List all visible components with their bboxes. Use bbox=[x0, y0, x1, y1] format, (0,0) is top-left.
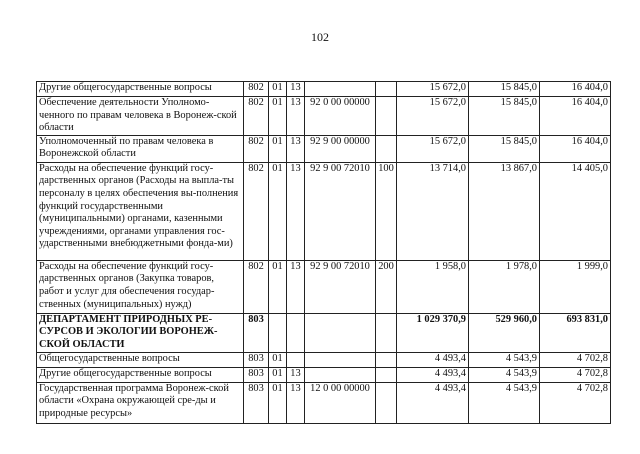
cell-vr bbox=[376, 97, 397, 136]
cell-csr: 92 0 00 00000 bbox=[305, 97, 376, 136]
table-row bbox=[37, 382, 611, 423]
row-name: ДЕПАРТАМЕНТ ПРИРОДНЫХ РЕ-СУРСОВ И ЭКОЛОГИИ ВОРОНЕЖ-СКОЙ ОБЛАСТИ bbox=[37, 313, 244, 352]
cell-pr: 13 bbox=[287, 82, 305, 97]
cell-vr bbox=[376, 135, 397, 162]
cell-rz: 01 bbox=[269, 162, 287, 260]
cell-amount-year2: 15 845,0 bbox=[469, 82, 540, 97]
cell-amount-year2: 13 867,0 bbox=[469, 162, 540, 260]
cell-ved: 803 bbox=[244, 313, 269, 352]
row-name: Уполномоченный по правам человека в Воронежской области bbox=[37, 135, 244, 162]
cell-amount-year3: 4 702,8 bbox=[540, 367, 611, 382]
cell-pr bbox=[287, 313, 305, 352]
cell-ved: 802 bbox=[244, 135, 269, 162]
cell-ved: 803 bbox=[244, 367, 269, 382]
cell-pr: 13 bbox=[287, 367, 305, 382]
cell-csr bbox=[305, 82, 376, 97]
cell-csr: 92 9 00 00000 bbox=[305, 135, 376, 162]
cell-amount-year1: 4 493,4 bbox=[397, 367, 469, 382]
table-row bbox=[37, 97, 611, 136]
cell-rz: 01 bbox=[269, 260, 287, 313]
cell-pr: 13 bbox=[287, 260, 305, 313]
cell-csr: 92 9 00 72010 bbox=[305, 162, 376, 260]
cell-amount-year1: 15 672,0 bbox=[397, 135, 469, 162]
cell-vr: 200 bbox=[376, 260, 397, 313]
table-row bbox=[37, 260, 611, 313]
row-name: Расходы на обеспечение функций госу-дарственных органов (Закупка товаров, работ и услуг для обеспечения государ-ственных (муниципальных) нужд) bbox=[37, 260, 244, 313]
cell-ved: 803 bbox=[244, 382, 269, 423]
cell-amount-year3: 4 702,8 bbox=[540, 382, 611, 423]
cell-ved: 802 bbox=[244, 260, 269, 313]
cell-pr: 13 bbox=[287, 97, 305, 136]
cell-ved: 802 bbox=[244, 82, 269, 97]
cell-amount-year3: 1 999,0 bbox=[540, 260, 611, 313]
cell-amount-year3: 16 404,0 bbox=[540, 135, 611, 162]
cell-csr bbox=[305, 313, 376, 352]
cell-pr: 13 bbox=[287, 162, 305, 260]
cell-vr bbox=[376, 382, 397, 423]
cell-amount-year1: 4 493,4 bbox=[397, 382, 469, 423]
cell-amount-year1: 15 672,0 bbox=[397, 97, 469, 136]
cell-rz: 01 bbox=[269, 135, 287, 162]
cell-amount-year2: 15 845,0 bbox=[469, 135, 540, 162]
cell-csr: 12 0 00 00000 bbox=[305, 382, 376, 423]
table-row bbox=[37, 162, 611, 260]
cell-amount-year3: 693 831,0 bbox=[540, 313, 611, 352]
cell-ved: 802 bbox=[244, 162, 269, 260]
cell-amount-year2: 529 960,0 bbox=[469, 313, 540, 352]
cell-rz: 01 bbox=[269, 367, 287, 382]
row-name: Обеспечение деятельности Уполномо-ченного по правам человека в Воронеж-ской области bbox=[37, 97, 244, 136]
cell-amount-year2: 4 543,9 bbox=[469, 382, 540, 423]
cell-amount-year3: 16 404,0 bbox=[540, 97, 611, 136]
table-row bbox=[37, 352, 611, 367]
cell-vr bbox=[376, 82, 397, 97]
table-row bbox=[37, 313, 611, 352]
cell-pr: 13 bbox=[287, 382, 305, 423]
cell-amount-year1: 1 029 370,9 bbox=[397, 313, 469, 352]
row-name: Общегосударственные вопросы bbox=[37, 352, 244, 367]
cell-rz: 01 bbox=[269, 352, 287, 367]
cell-rz: 01 bbox=[269, 97, 287, 136]
cell-rz bbox=[269, 313, 287, 352]
row-name: Другие общегосударственные вопросы bbox=[37, 367, 244, 382]
table-row bbox=[37, 135, 611, 162]
table-row bbox=[37, 82, 611, 97]
cell-vr bbox=[376, 367, 397, 382]
cell-amount-year1: 15 672,0 bbox=[397, 82, 469, 97]
cell-csr bbox=[305, 367, 376, 382]
cell-pr bbox=[287, 352, 305, 367]
cell-vr bbox=[376, 313, 397, 352]
cell-csr bbox=[305, 352, 376, 367]
row-name: Государственная программа Воронеж-ской области «Охрана окружающей сре-ды и природные ресурсы» bbox=[37, 382, 244, 423]
cell-csr: 92 9 00 72010 bbox=[305, 260, 376, 313]
cell-amount-year1: 13 714,0 bbox=[397, 162, 469, 260]
cell-amount-year2: 4 543,9 bbox=[469, 352, 540, 367]
cell-amount-year1: 1 958,0 bbox=[397, 260, 469, 313]
table-row bbox=[37, 367, 611, 382]
cell-amount-year3: 14 405,0 bbox=[540, 162, 611, 260]
cell-amount-year2: 4 543,9 bbox=[469, 367, 540, 382]
cell-ved: 802 bbox=[244, 97, 269, 136]
cell-amount-year1: 4 493,4 bbox=[397, 352, 469, 367]
cell-amount-year2: 15 845,0 bbox=[469, 97, 540, 136]
row-name: Другие общегосударственные вопросы bbox=[37, 82, 244, 97]
cell-pr: 13 bbox=[287, 135, 305, 162]
cell-vr: 100 bbox=[376, 162, 397, 260]
cell-rz: 01 bbox=[269, 82, 287, 97]
cell-amount-year2: 1 978,0 bbox=[469, 260, 540, 313]
row-name: Расходы на обеспечение функций госу-дарственных органов (Расходы на выпла-ты персоналу в целях обеспечения вы-полнения функций государственными (муниципальными) органами, казенными учреждениями, органами управления гос-ударственными внебюджетными фонда-ми) bbox=[37, 162, 244, 260]
cell-ved: 803 bbox=[244, 352, 269, 367]
page-number: 102 bbox=[311, 30, 329, 44]
cell-amount-year3: 4 702,8 bbox=[540, 352, 611, 367]
cell-vr bbox=[376, 352, 397, 367]
cell-rz: 01 bbox=[269, 382, 287, 423]
cell-amount-year3: 16 404,0 bbox=[540, 82, 611, 97]
budget-table bbox=[36, 81, 611, 424]
